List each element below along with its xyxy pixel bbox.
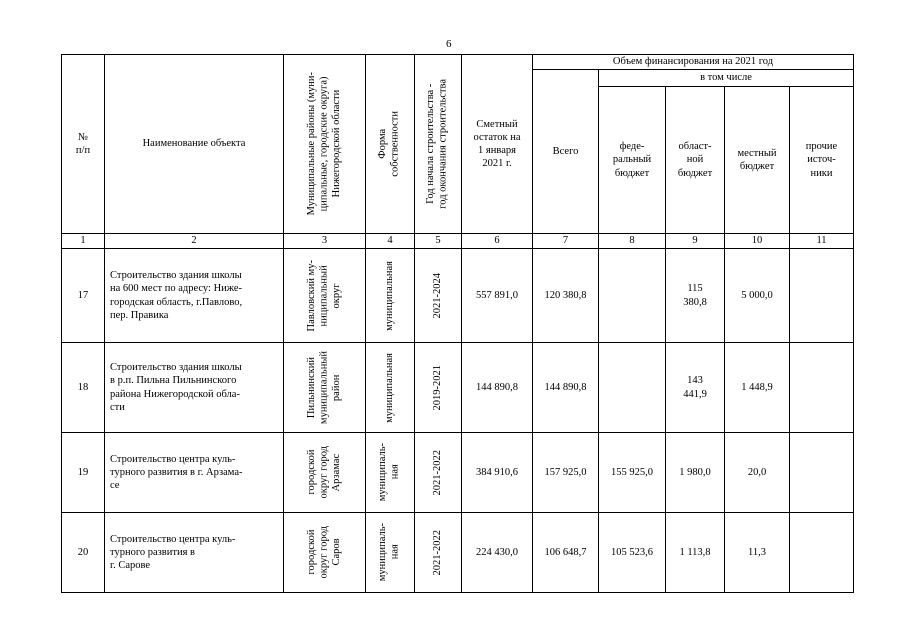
header-years [415,55,462,234]
financing-table [61,54,854,593]
row-ownership [366,513,415,593]
row-ownership-text: муниципальная [383,260,395,331]
column-number: 4 [366,234,415,249]
row-local: 20,0 [725,433,790,513]
header-name: Наименование объекта [105,55,284,234]
row-balance: 384 910,6 [462,433,533,513]
row-total: 120 380,8 [533,249,599,343]
header-balance: Сметный остаток на 1 января 2021 г. [462,55,533,234]
row-ownership [366,343,415,433]
table-row [62,249,854,343]
header-ownership [366,55,415,234]
row-local: 1 448,9 [725,343,790,433]
column-number: 6 [462,234,533,249]
column-number: 10 [725,234,790,249]
header-years-text: Год начала строительства - год окончания строительства [425,79,449,209]
row-years-text: 2019-2021 [431,364,443,411]
row-federal: 155 925,0 [599,433,666,513]
page-number: 6 [446,38,452,50]
row-ownership [366,249,415,343]
column-number: 5 [415,234,462,249]
header-local: местный бюджет [725,87,790,234]
column-number-row [62,234,854,249]
header-federal: феде- ральный бюджет [599,87,666,234]
row-regional: 1 113,8 [666,513,725,593]
row-num: 19 [62,433,105,513]
column-number: 11 [790,234,854,249]
header-regional: област- ной бюджет [666,87,725,234]
row-district-text: городской округ город Саров [305,526,342,579]
row-district-text: городской округ город Арзамас [305,446,342,499]
row-total: 144 890,8 [533,343,599,433]
row-name: Строительство центра куль- турного развития в г. Арзама- се [105,433,284,513]
row-district [284,513,366,593]
row-ownership-text: муниципаль- ная [377,523,401,582]
row-other [790,249,854,343]
row-regional: 115 380,8 [666,249,725,343]
row-federal: 105 523,6 [599,513,666,593]
row-years-text: 2021-2024 [431,272,443,319]
header-ownership-text: Форма собственности [377,111,401,177]
table-row [62,513,854,593]
row-name: Строительство здания школы на 600 мест по адресу: Ниже- городская область, г.Павлово, пер. Правика [105,249,284,343]
header-other: прочие источ- ники [790,87,854,234]
row-total: 106 648,7 [533,513,599,593]
table-row [62,433,854,513]
row-other [790,513,854,593]
row-ownership-text: муниципаль- ная [377,443,401,502]
header-financing: Объем финансирования на 2021 год [533,55,854,70]
row-ownership [366,433,415,513]
header-num: № п/п [62,55,105,234]
row-regional: 143 441,9 [666,343,725,433]
row-balance: 557 891,0 [462,249,533,343]
row-years [415,249,462,343]
header-district [284,55,366,234]
row-federal [599,249,666,343]
row-years [415,343,462,433]
row-name: Строительство здания школы в р.п. Пильна Пильнинского района Нижегородской обла- сти [105,343,284,433]
column-number: 8 [599,234,666,249]
row-years-text: 2021-2022 [431,529,443,576]
row-local: 5 000,0 [725,249,790,343]
row-num: 20 [62,513,105,593]
column-number: 9 [666,234,725,249]
row-regional: 1 980,0 [666,433,725,513]
row-years [415,433,462,513]
header-row-1 [62,55,854,70]
row-district [284,343,366,433]
row-district [284,433,366,513]
column-number: 2 [105,234,284,249]
row-years [415,513,462,593]
row-balance: 144 890,8 [462,343,533,433]
row-federal [599,343,666,433]
row-balance: 224 430,0 [462,513,533,593]
row-district-text: Пильнинский муниципальный район [305,350,342,425]
row-other [790,433,854,513]
row-total: 157 925,0 [533,433,599,513]
table-row [62,343,854,433]
row-other [790,343,854,433]
header-including: в том числе [599,70,854,87]
header-total: Всего [533,70,599,234]
row-district-text: Павловский му- ниципальный округ [305,259,342,332]
column-number: 3 [284,234,366,249]
row-district [284,249,366,343]
header-district-text: Муниципальные районы (муни- ципальные, городские округа) Нижегородской области [305,72,342,216]
column-number: 1 [62,234,105,249]
row-num: 17 [62,249,105,343]
row-years-text: 2021-2022 [431,449,443,496]
row-name: Строительство центра куль- турного развития в г. Сарове [105,513,284,593]
row-ownership-text: муниципальная [383,352,395,423]
row-local: 11,3 [725,513,790,593]
row-num: 18 [62,343,105,433]
column-number: 7 [533,234,599,249]
